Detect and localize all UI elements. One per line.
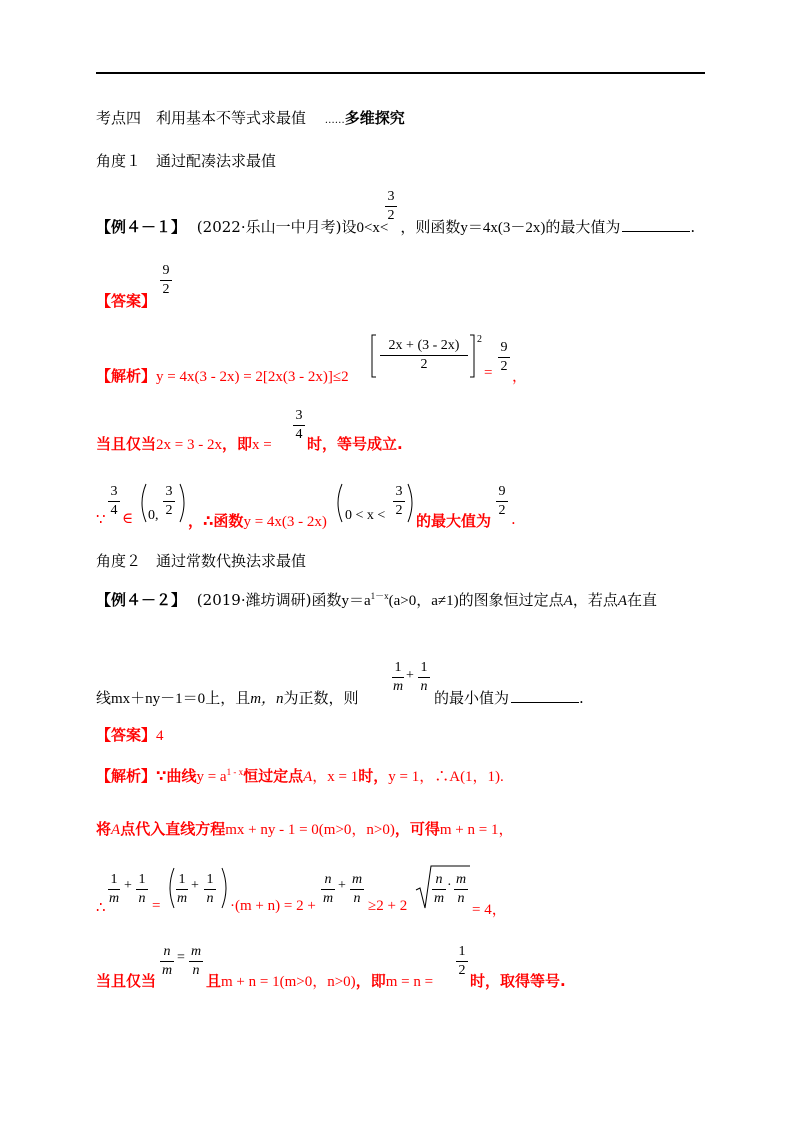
solution1-l3-fraction [108, 484, 120, 519]
example1-fraction [385, 189, 397, 224]
solution2-l4-num: 1 [458, 944, 466, 959]
answer1-label: 【答案】 [96, 292, 157, 310]
answer1-den: 2 [162, 282, 170, 297]
solution2-therefore: ∴ [96, 898, 106, 916]
solution1-l3-int-fraction [163, 484, 175, 519]
solution1-l3-res-fraction [496, 484, 508, 519]
solution2-l4-cond: m + n = 1(m>0，n>0) [221, 974, 356, 990]
solution2-l3-nm-num: n [324, 872, 332, 887]
solution1-l3-den: 4 [110, 503, 118, 518]
solution2-l3-plus3: + [338, 878, 346, 893]
example2-line2 [96, 687, 359, 708]
solution2-l3-f2 [136, 872, 148, 907]
solution2-l1-e: ，∴A(1，1). [419, 769, 504, 785]
solution2-l1-func: y = a [196, 769, 227, 785]
solution2-l1-c: ， [312, 767, 328, 785]
example2-l2-eq: mx＋ny－1＝0 [111, 691, 206, 707]
solution1-l2-fraction [293, 408, 305, 443]
solution2-l3-nm [321, 872, 335, 907]
solution2-l4-mn [189, 944, 203, 979]
example1-frac-num: 3 [387, 189, 395, 204]
example1-cond: 0<x< [356, 220, 389, 236]
solution1-res-num: 9 [500, 340, 508, 355]
example2-f2-den: n [420, 679, 428, 694]
solution2-line4-mid [206, 970, 433, 991]
example2-source: (2019·潍坊调研) [196, 591, 312, 609]
solution1-l3-num: 3 [110, 484, 118, 499]
solution2-l3-f1 [108, 872, 120, 907]
solution1-tail: ， [512, 367, 528, 385]
example2-f1-den: m [392, 679, 404, 694]
solution2-l3-pf1-num: 1 [178, 872, 186, 887]
solution2-l4-nm-num: n [163, 944, 171, 959]
example2-cond: (a>0，a≠1) [388, 593, 459, 609]
solution2-l2-b: 点代入直线方程 [120, 820, 226, 838]
solution2-l4-den: 2 [458, 963, 466, 978]
answer1-num: 9 [162, 263, 170, 278]
solution2-l2-end: ， [498, 820, 514, 838]
solution1-l2-b: 2x = 3 - 2x [156, 437, 222, 453]
answer2-line [96, 724, 164, 745]
example2-l2-a: 线 [96, 689, 112, 707]
example2-text-d: 在直 [627, 591, 658, 609]
solution2-l3-mn-num: m [351, 872, 363, 887]
solution2-l3-f2-den: n [138, 891, 146, 906]
example2-line1 [96, 589, 657, 610]
example1-label: 【例４－１】 [96, 218, 187, 236]
solution2-l3-ge: ≥2 + 2 [368, 898, 408, 914]
solution1-l2-den: 4 [295, 427, 303, 442]
solution1-l3-b: ，∴函数 [188, 512, 244, 530]
solution2-l4-c: ，即 [355, 972, 386, 990]
example2-text-c: ，若点 [572, 591, 618, 609]
solution2-l1-d: 时， [358, 767, 389, 785]
section-tag: 多维探究 [344, 109, 405, 127]
solution2-sqrt-f1-den: m [433, 891, 445, 906]
solution2-l3-pf1-den: m [176, 891, 188, 906]
solution2-l4-a: 当且仅当 [96, 972, 157, 990]
solution2-sqrt-f2-den: n [457, 891, 465, 906]
solution1-l3-cond-den: 2 [395, 503, 403, 518]
solution2-l3-eq1: = [152, 898, 161, 914]
solution2-l4-mn-den: n [192, 963, 200, 978]
solution2-l4-nm [160, 944, 174, 979]
answer1-fraction [160, 263, 172, 298]
example1-blank [622, 217, 690, 232]
example1-text-c: 的最大值为 [545, 218, 621, 236]
solution2-l4-d: 时，取得等号. [470, 972, 566, 990]
solution1-l3-mid [188, 510, 327, 531]
solution2-l3-nm-den: m [322, 891, 334, 906]
example2-line2-tail [434, 687, 584, 708]
answer2-value: 4 [156, 728, 164, 744]
example2-point-a2: A [617, 593, 628, 609]
example1-text-b: ，则函数 [400, 218, 461, 236]
solution1-l2-a: 当且仅当 [96, 435, 157, 453]
example2-frac2 [418, 660, 430, 695]
solution1-l3-int-den: 2 [165, 503, 173, 518]
solution1-expr: y = 4x(3 - 2x) = 2[2x(3 - 2x)]≤2 [156, 369, 349, 385]
solution2-l4-half [456, 944, 468, 979]
example1-frac-den: 2 [387, 208, 395, 223]
example2-f1-num: 1 [394, 660, 402, 675]
solution2-l3-res: = 4， [472, 902, 507, 918]
example1-func: y＝4x(3－2x) [460, 220, 546, 236]
solution2-l1-A: A [303, 769, 313, 785]
solution2-l4-mn-eq: m = n = [385, 974, 434, 990]
solution1-inner-fraction [380, 338, 468, 373]
solution1-inner-den: 2 [420, 357, 428, 372]
solution2-l1-x: x = 1 [327, 769, 359, 785]
solution2-l3-f1-den: m [108, 891, 120, 906]
solution1-res-den: 2 [500, 359, 508, 374]
section-dots: …… [324, 115, 345, 126]
solution2-l3-mn [350, 872, 364, 907]
solution1-l3-int-a: 0, [148, 508, 159, 523]
solution2-l4-nm-den: m [161, 963, 173, 978]
solution2-l3-f2-num: 1 [138, 872, 146, 887]
solution2-sqrt-f1 [432, 872, 446, 907]
solution2-l2-A: A [111, 822, 121, 838]
solution1-l3-cond-fraction [393, 484, 405, 519]
solution2-l1-sup: 1 - x [226, 767, 244, 777]
solution1-l3-func: y = 4x(3 - 2x) [243, 514, 327, 530]
solution1-l2-num: 3 [295, 408, 303, 423]
example1-text-a: 设 [341, 218, 357, 236]
solution2-l1-b: 恒过定点 [243, 767, 304, 785]
solution1-line1 [96, 365, 349, 386]
solution1-eq: = [484, 365, 493, 381]
angle2-heading: 角度２ 通过常数代换法求最值 [96, 552, 307, 570]
solution2-l2-a: 将 [96, 820, 112, 838]
solution2-line1 [96, 765, 504, 786]
solution2-l3-plus1: + [124, 878, 132, 893]
solution2-l1-y: y = 1 [388, 769, 420, 785]
solution2-line2 [96, 818, 514, 839]
example2-l2-c: 为正数，则 [283, 689, 359, 707]
solution1-l2-e: 时，等号成立. [307, 435, 403, 453]
example2-plus: + [406, 668, 414, 683]
solution2-l2-eq: mx + ny - 1 = 0(m>0，n>0) [225, 822, 395, 838]
section-title: 考点四 利用基本不等式求最值 [96, 109, 307, 127]
solution2-l3-pf2 [204, 872, 216, 907]
solution1-line2 [96, 433, 272, 454]
angle1-heading: 角度１ 通过配凑法求最值 [96, 152, 277, 170]
solution1-l3-int-num: 3 [165, 484, 173, 499]
solution2-sqrt-f2 [454, 872, 468, 907]
solution1-l3-res-den: 2 [498, 503, 506, 518]
solution2-l2-res: m + n = 1 [439, 822, 499, 838]
solution2-label: 【解析】 [96, 767, 157, 785]
example2-text-a: 函数 [311, 591, 342, 609]
example2-point-a: A [563, 593, 573, 609]
solution2-l4-eq: = [177, 950, 185, 965]
solution2-l4-mn-num: m [190, 944, 202, 959]
solution1-inner-num: 2x + (3 - 2x) [388, 338, 460, 353]
solution2-sqrt-f2-num: m [455, 872, 467, 887]
solution1-l2-c: ，即 [221, 435, 252, 453]
solution2-l2-c: ，可得 [394, 820, 440, 838]
solution1-because: ∵ [96, 510, 106, 528]
example1-source: (2022·乐山一中月考) [196, 218, 342, 236]
example2-frac1 [392, 660, 404, 695]
example2-func: y＝a [341, 593, 371, 609]
example2-l2-b: 上，且 [205, 689, 251, 707]
solution1-l3-c: 的最大值为 [416, 512, 492, 530]
solution1-l3-cond-num: 3 [395, 484, 403, 499]
solution2-l3-f1-num: 1 [110, 872, 118, 887]
example2-text-b: 的图象恒过定点 [458, 591, 564, 609]
example2-l2-d: 的最小值为 [434, 689, 510, 707]
solution2-l3-mn-den: n [353, 891, 361, 906]
example2-blank [511, 688, 579, 703]
section-title-line [96, 107, 405, 128]
solution1-l3-res-num: 9 [498, 484, 506, 499]
solution2-l3-pf1 [176, 872, 188, 907]
solution2-l3-mul: ·(m + n) = 2 + [230, 898, 316, 914]
example2-sup: 1－x [370, 591, 389, 601]
solution2-l3-plus2: + [191, 878, 199, 893]
solution1-l3-end: . [511, 510, 516, 528]
example2-f2-num: 1 [420, 660, 428, 675]
solution1-l3-in: ∈ [122, 509, 134, 527]
solution2-l3-pf2-num: 1 [206, 872, 214, 887]
solution2-sqrt-f1-num: n [435, 872, 443, 887]
example1-end: . [690, 218, 696, 236]
example2-label: 【例４－２】 [96, 591, 187, 609]
solution1-l3-cond: 0 < x < [345, 508, 386, 523]
example2-l2-mn: m，n [250, 691, 284, 707]
example2-end: . [579, 689, 584, 707]
answer2-label: 【答案】 [96, 726, 157, 744]
solution1-power: 2 [477, 334, 482, 345]
header-rule [96, 72, 705, 74]
solution1-result-fraction [498, 340, 510, 375]
solution1-l2-d: x = [252, 437, 272, 453]
solution2-sqrt-dot: · [447, 878, 452, 893]
solution1-label: 【解析】 [96, 367, 157, 385]
solution2-l3-pf2-den: n [206, 891, 214, 906]
solution2-l4-b: 且 [206, 972, 222, 990]
solution2-l1-a: ∵曲线 [156, 767, 197, 785]
